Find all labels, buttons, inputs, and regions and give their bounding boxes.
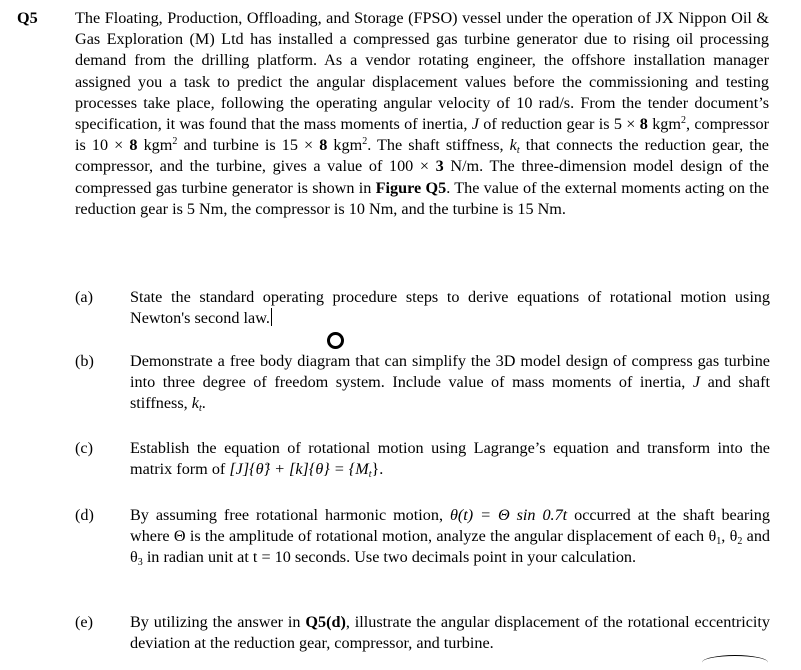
subscript: t xyxy=(516,145,520,157)
question-number: Q5 xyxy=(17,9,38,27)
question-stem xyxy=(75,8,769,220)
symbol-J: J xyxy=(692,373,701,392)
part-label: (a) xyxy=(75,288,93,306)
stem-text: N/m. The three-dimension model design of the compressed gas turbine generator is shown in xyxy=(75,157,769,197)
part-text xyxy=(130,351,770,415)
stem-text: . The value of the external moments acting on the reduction gear is 5 Nm, the compressor is 10 Nm, and the turbine is 15 Nm. xyxy=(75,178,770,218)
part-d-text: By assuming free rotational harmonic motion, xyxy=(130,506,450,524)
superscript: 2 xyxy=(172,136,178,148)
part-b-text: . xyxy=(201,394,206,413)
subscript: t xyxy=(198,403,202,415)
stem-text: , compressor is 10 × xyxy=(75,115,769,155)
part-label: (e) xyxy=(75,613,93,631)
part-d-text: occurred at the shaft bearing where Θ is the amplitude of rotational motion, analyze the angular displacement of each θ xyxy=(130,506,770,546)
superscript: 2 xyxy=(362,136,368,148)
bold-value: 8 xyxy=(129,136,138,155)
motion-equation: θ(t) = Θ sin 0.7t xyxy=(449,506,568,524)
part-c-text: }. xyxy=(371,460,384,479)
subscript: t xyxy=(368,469,372,481)
bold-value: 8 xyxy=(639,115,648,134)
subscript: 1 xyxy=(716,536,722,548)
cursor-circle-icon xyxy=(327,332,344,349)
part-d-text: in radian unit at t = 10 seconds. Use two decimals point in your calculation. xyxy=(142,548,637,567)
unit: kgm xyxy=(327,136,363,155)
bold-value: 3 xyxy=(435,157,444,176)
part-text xyxy=(130,612,770,654)
part-e-text: By utilizing the answer in xyxy=(130,613,306,631)
matrix-equation: [J]{θ̈} + [k]{θ} = {M xyxy=(229,460,369,479)
cropped-mark xyxy=(702,655,768,670)
subscript: 3 xyxy=(137,557,143,569)
superscript: 2 xyxy=(680,115,686,127)
unit: kgm xyxy=(137,136,173,155)
question-reference: Q5(d) xyxy=(305,613,346,631)
stem-text: . The shaft stiffness, xyxy=(367,136,510,155)
part-label: (b) xyxy=(75,352,94,370)
stem-text: The Floating, Production, Offloading, and Storage (FPSO) vessel under the operation of JX Nippon Oil & Gas Exploration (M) Ltd has installed a compressed gas turbine generator due to rising oil processing demand from the drilling platform. As a vendor rotating engineer, the offshore installation manager assigned you a task to predict the angular displacement values before the commissioning and testing processes take place, following the operating angular velocity of 10 rad/s. From the tender document’s specification, it was found that the mass moments of inertia, xyxy=(75,9,769,134)
part-d-text: , θ xyxy=(721,527,738,546)
symbol-k: k xyxy=(191,394,199,413)
stem-text: of reduction gear is 5 × xyxy=(478,115,640,134)
part-text[interactable] xyxy=(130,287,770,329)
part-text xyxy=(130,505,770,569)
part-b-text: and shaft stiffness, xyxy=(130,373,770,413)
part-c-text: Establish the equation of rotational motion using Lagrange’s equation and transform into the matrix form of xyxy=(130,439,770,479)
text-caret xyxy=(271,308,272,326)
part-e-text: , illustrate the angular displacement of the rotational eccentricity deviation at the reduction gear, compressor, and turbine. xyxy=(130,613,770,653)
subscript: 2 xyxy=(737,536,743,548)
part-text xyxy=(130,438,770,480)
part-d-text: and θ xyxy=(130,527,771,567)
symbol-k: k xyxy=(509,136,517,155)
stem-text: that connects the reduction gear, the compressor, and the turbine, gives a value of 100 × xyxy=(75,136,769,176)
part-a-text: State the standard operating procedure steps to derive equations of rotational motion using Newton's second law. xyxy=(130,288,770,328)
unit: kgm xyxy=(647,115,681,134)
symbol-J: J xyxy=(471,115,479,134)
part-b-text: Demonstrate a free body diagram that can simplify the 3D model design of compress gas turbine into three degree of freedom system. Include value of mass moments of inertia, xyxy=(130,352,770,392)
figure-reference: Figure Q5 xyxy=(375,178,447,197)
part-label: (d) xyxy=(75,506,94,524)
stem-text: and turbine is 15 × xyxy=(177,136,320,155)
part-label: (c) xyxy=(75,439,93,457)
bold-value: 8 xyxy=(319,136,328,155)
